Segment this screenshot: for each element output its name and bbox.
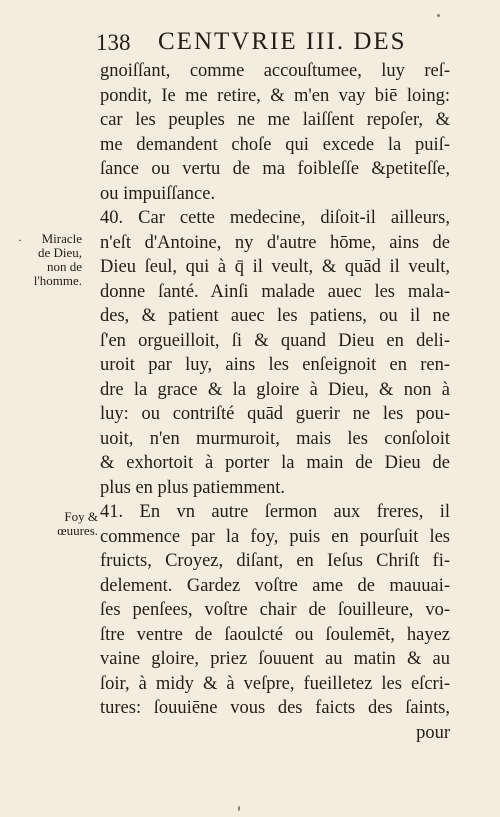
text-line: car les peuples ne me laiſſent repoſer, & [100, 110, 450, 130]
text-line: vaine gloire, priez ſouuent au matin & au [100, 649, 450, 669]
margin-note-foy [30, 510, 98, 538]
text-line: delement. Gardez voſtre ame de mauuai- [100, 575, 450, 596]
running-title: CENTVRIE III. DES [158, 28, 407, 55]
text-line: plus en plus patiemment. [100, 477, 285, 498]
margin-bullet: · [18, 233, 22, 247]
page-number: 138 [96, 30, 131, 55]
paper-speck [437, 14, 440, 17]
text-line: 40. Car cette medecine, diſoit-il ailleurs, [100, 208, 450, 228]
margin-note-line: non de [46, 259, 82, 274]
margin-note-line: l'homme. [33, 273, 82, 288]
text-line: des, & patient auec les patiens, ou il ne [100, 306, 450, 326]
text-line: ou impuiſſance. [100, 183, 216, 204]
text-line: ſes penſees, voſtre chair de ſouilleure, vo- [100, 600, 450, 620]
text-line: tures: ſouuiēne vous des faicts des ſaints, [100, 698, 450, 718]
margin-note-miracle [16, 232, 82, 288]
text-line: dre la grace & la gloire à Dieu, & non à [100, 379, 450, 400]
text-line: donne ſanté. Ainſi malade auec les mala- [100, 281, 450, 302]
margin-note-line: Miracle [41, 231, 82, 246]
text-line: pondit, Ie me retire, & m'en vay biē loing: [100, 85, 450, 106]
text-line: me demandent choſe qui excede la puiſ- [100, 134, 450, 155]
body-text [100, 59, 450, 745]
margin-note-line: œuures. [57, 523, 98, 538]
text-line: uroit par luy, ains les enſeignoit en ren- [100, 355, 450, 375]
text-line: ſtre ventre de ſaoulcté ou ſoulemēt, hayez [100, 624, 450, 645]
page-header [96, 26, 416, 60]
paper-speck [238, 806, 240, 811]
text-line: Dieu ſeul, qui à q̄ il veult, & quād il veult, [100, 257, 450, 277]
text-line: n'eſt d'Antoine, ny d'autre hōme, ains de [100, 232, 450, 253]
catchword: pour [416, 722, 450, 743]
text-line: ſ'en orgueilloit, ſi & quand Dieu en deli- [100, 330, 450, 351]
text-line: ſance ou vertu de ma foibleſſe &petiteſſe, [100, 159, 450, 179]
text-line: luy: ou contriſté quād guerir ne les pou- [100, 404, 450, 424]
text-line: 41. En vn autre ſermon aux freres, il [100, 502, 450, 522]
margin-note-line: Foy & [64, 509, 98, 524]
text-line: gnoiſſant, comme accouſtumee, luy reſ- [100, 61, 450, 81]
margin-note-line: de Dieu, [37, 245, 82, 260]
text-line: commence par la foy, puis en pourſuit les [100, 526, 450, 547]
text-line: fruicts, Croyez, diſant, en Ieſus Chriſt fi- [100, 551, 450, 571]
text-line: ſoir, à midy & à veſpre, fueilletez les eſcri- [100, 673, 450, 694]
text-line: & exhortoit à porter la main de Dieu de [100, 453, 450, 473]
text-line: uoit, n'en murmuroit, mais les conſoloit [100, 428, 450, 449]
